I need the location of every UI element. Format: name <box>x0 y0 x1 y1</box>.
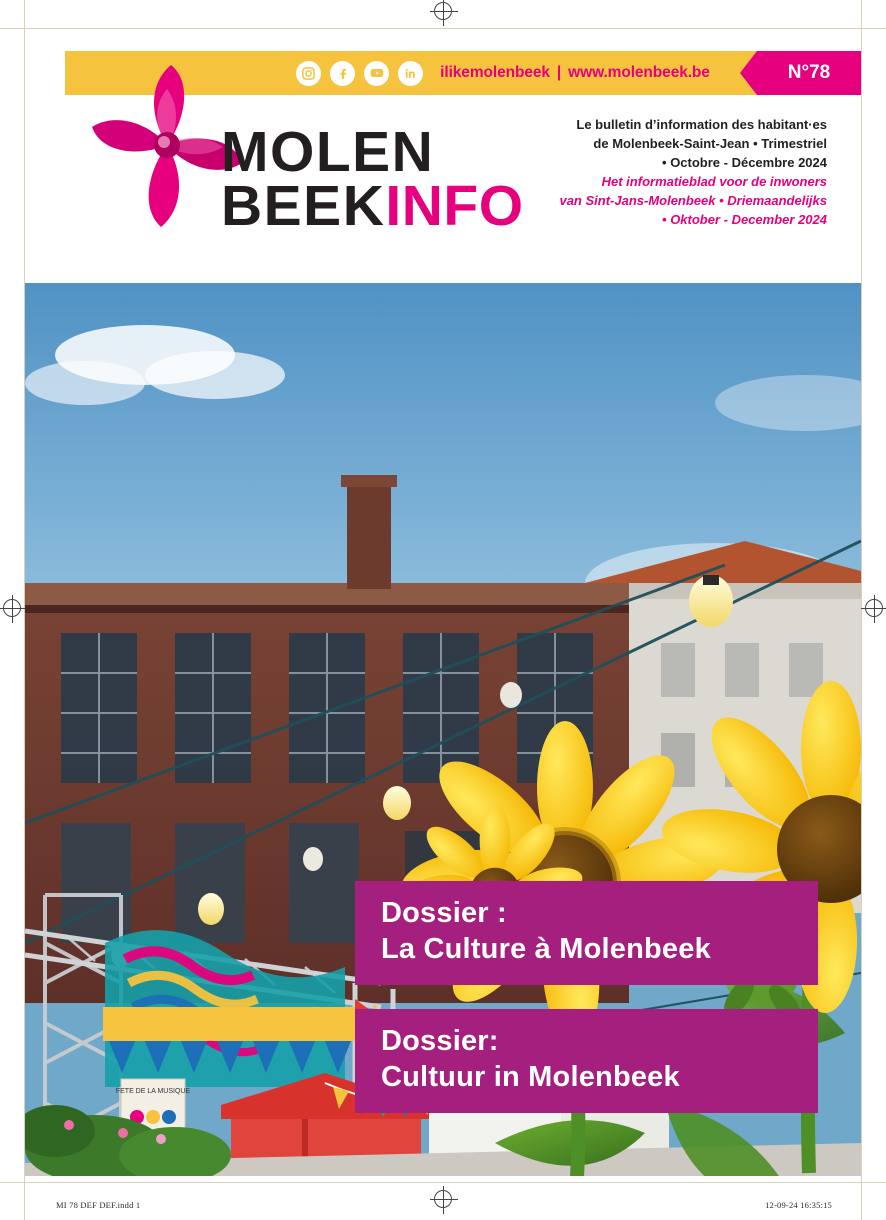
print-footer-filename: MI 78 DEF DEF.indd 1 <box>56 1200 141 1210</box>
registration-mark-left <box>3 599 21 617</box>
topbar-separator: | <box>556 64 562 81</box>
website-link[interactable]: www.molenbeek.be <box>568 64 710 81</box>
registration-mark-bottom <box>434 1190 452 1208</box>
masthead <box>25 29 861 257</box>
poster-text: FETE DE LA MUSIQUE <box>115 1088 191 1095</box>
registration-mark-right <box>865 599 883 617</box>
strapline-fr-3: • Octobre - Décembre 2024 <box>662 155 827 170</box>
strapline-fr-1: Le bulletin d’information des habitant·es <box>576 117 827 132</box>
print-footer-timestamp: 12-09-24 16:35:15 <box>765 1200 832 1210</box>
issue-number-label: N°78 <box>787 62 831 83</box>
banner-nl-line-2: Cultuur in Molenbeek <box>381 1061 680 1093</box>
linkedin-icon[interactable] <box>398 61 423 86</box>
banner-fr-line-1: Dossier : <box>381 897 507 929</box>
title-info: INFO <box>385 174 524 238</box>
banner-nl-line-1: Dossier: <box>381 1025 499 1057</box>
youtube-icon[interactable] <box>364 61 389 86</box>
social-handle[interactable]: ilikemolenbeek <box>440 64 550 81</box>
issue-number-flag <box>757 51 861 95</box>
registration-mark-top <box>434 2 452 20</box>
instagram-icon[interactable] <box>296 61 321 86</box>
trim-line-bottom <box>0 1182 886 1183</box>
dossier-banner-fr <box>355 881 818 985</box>
title-line-1: MOLEN <box>221 120 435 184</box>
title-beek: BEEK <box>221 174 386 238</box>
strapline-nl-1: Het informatieblad voor de inwoners <box>601 174 827 189</box>
strapline <box>527 115 827 229</box>
dossier-banner-nl <box>355 1009 818 1113</box>
strapline-nl-2: van Sint-Jans-Molenbeek • Driemaandelijks <box>559 193 827 208</box>
trim-line-right <box>861 0 862 1220</box>
title-line-2 <box>221 174 524 238</box>
banner-fr-line-2: La Culture à Molenbeek <box>381 933 711 965</box>
facebook-icon[interactable] <box>330 61 355 86</box>
strapline-nl-3: • Oktober - December 2024 <box>662 212 827 227</box>
strapline-fr-2: de Molenbeek-Saint-Jean • Trimestriel <box>593 136 827 151</box>
page-title <box>221 120 524 238</box>
